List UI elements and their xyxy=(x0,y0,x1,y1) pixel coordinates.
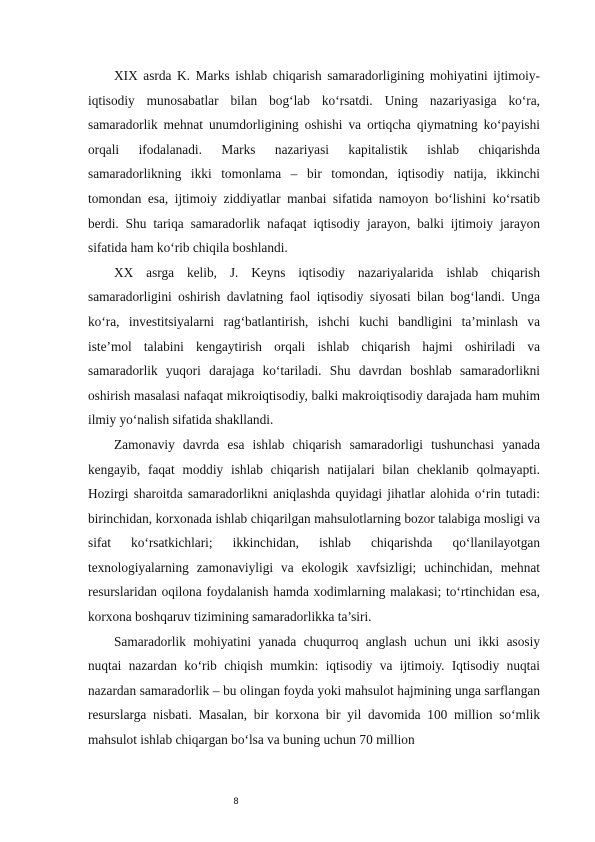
paragraph-keynes: XX asrga kelib, J. Keyns iqtisodiy nazariyalarida ishlab chiqarish samaradorligini oshirish davlatning faol iqtisodiy siyosati bilan bog‘landi. Unga ko‘ra, investitsiyalarni rag‘batlantirish, ishchi kuchi bandligini ta’minlash va iste’mol talabini kengaytirish orqali ishlab chiqarish hajmi oshiriladi va samaradorlik yuqori darajaga ko‘tariladi. Shu davrdan boshlab samaradorlikni oshirish masalasi nafaqat mikroiqtisodiy, balki makroiqtisodiy darajada ham muhim ilmiy yo‘nalish sifatida shakllandi. xyxy=(88,264,540,428)
paragraph-efficiency-essence: Samaradorlik mohiyatini yanada chuqurroq anglash uchun uni ikki asosiy nuqtai nazardan ko‘rib chiqish mumkin: iqtisodiy va ijtimoiy. Iqtisodiy nuqtai nazardan samaradorlik – bu olingan foyda yoki mahsulot hajmining unga sarflangan resurslarga nisbati. Masalan, bir korxona bir yil davomida 100 million so‘mlik mahsulot ishlab chiqargan bo‘lsa va buning uchun 70 million xyxy=(88,633,540,748)
body-text xyxy=(88,64,540,753)
page-number: 8 xyxy=(233,796,239,806)
paragraph-modern-period: Zamonaviy davrda esa ishlab chiqarish samaradorligi tushunchasi yanada kengayib, faqat moddiy ishlab chiqarish natijalari bilan cheklanib qolmayapti. Hozirgi sharoitda samaradorlikni aniqlashda quyidagi jihatlar alohida o‘rin tutadi: birinchidan, korxonada ishlab chiqarilgan mahsulotlarning bozor talabiga mosligi va sifat ko‘rsatkichlari; ikkinchidan, ishlab chiqarishda qo‘llanilayotgan texnologiyalarning zamonaviyligi va ekologik xavfsizligi; uchinchidan, mehnat resurslaridan oqilona foydalanish hamda xodimlarning malakasi; to‘rtinchidan esa, korxona boshqaruv tizimining samaradorlikka ta’siri. xyxy=(88,436,540,625)
paragraph-marx: XIX asrda K. Marks ishlab chiqarish samaradorligining mohiyatini ijtimoiy-iqtisodiy munosabatlar bilan bog‘lab ko‘rsatdi. Uning nazariyasiga ko‘ra, samaradorlik mehnat unumdorligining oshishi va ortiqcha qiymatning ko‘payishi orqali ifodalanadi. Marks nazariyasi kapitalistik ishlab chiqarishda samaradorlikning ikki tomonlama – bir tomondan, iqtisodiy natija, ikkinchi tomondan esa, ijtimoiy ziddiyatlar manbai sifatida namoyon bo‘lishini ko‘rsatib berdi. Shu tariqa samaradorlik nafaqat iqtisodiy jarayon, balki ijtimoiy jarayon sifatida ham ko‘rib chiqila boshlandi. xyxy=(88,68,540,256)
